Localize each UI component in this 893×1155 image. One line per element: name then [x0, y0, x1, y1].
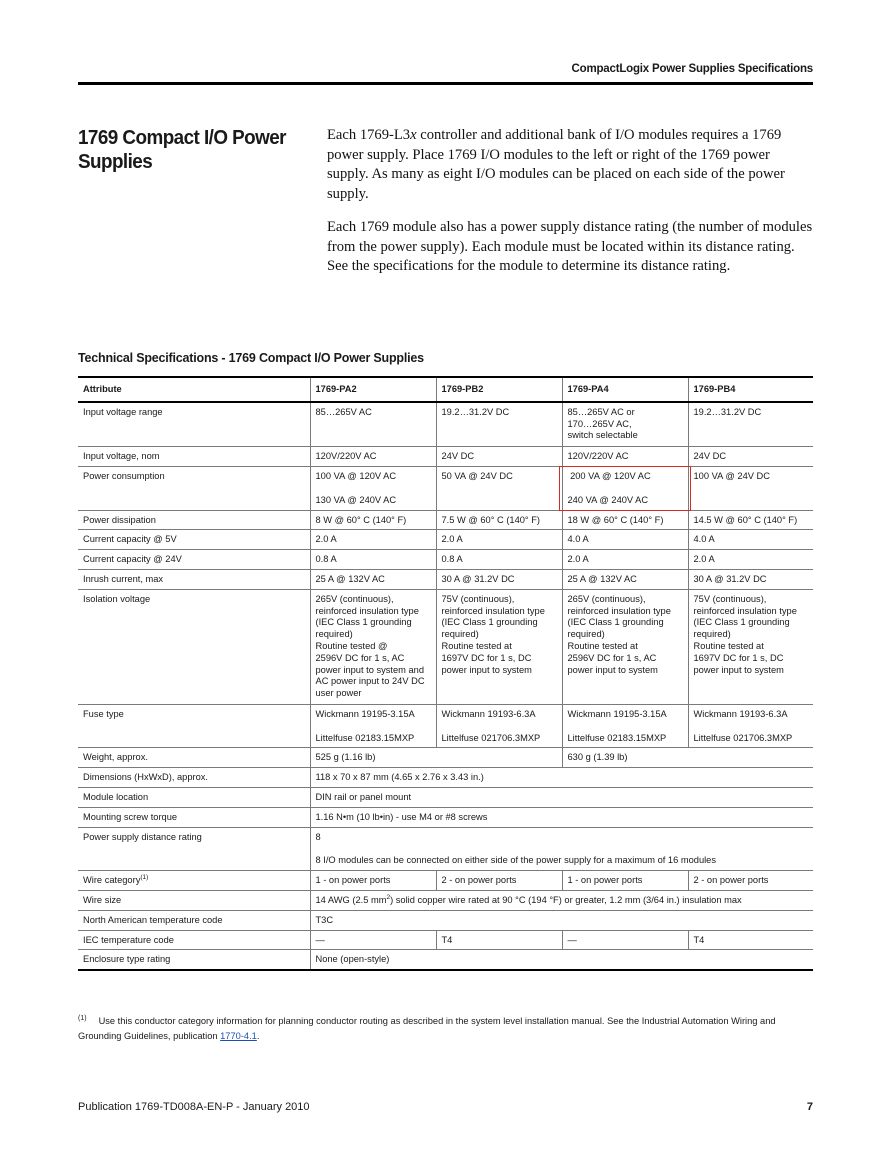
row-label: Wire category$^{(1)}$	[78, 871, 310, 891]
cell: 120V/220V AC	[562, 447, 688, 467]
cell-line: Littelfuse 021706.3MXP	[693, 732, 793, 743]
cell	[310, 704, 436, 748]
row-label: Isolation voltage	[78, 589, 310, 704]
cell: 85…265V AC	[310, 402, 436, 447]
table-row	[78, 589, 813, 704]
cell-line: Littelfuse 02183.15MXP	[315, 732, 415, 743]
cell	[310, 467, 436, 511]
cell: 18 W @ 60° C (140° F)	[562, 510, 688, 530]
table-row	[78, 530, 813, 550]
table-row	[78, 891, 813, 911]
row-label: Current capacity @ 5V	[78, 530, 310, 550]
table-row	[78, 402, 813, 447]
spec-table	[78, 376, 813, 971]
row-label: Power consumption	[78, 467, 310, 511]
col-header-pa4: 1769-PA4	[562, 377, 688, 402]
row-label: IEC temperature code	[78, 930, 310, 950]
cell-line: Wickmann 19193-6.3A	[693, 708, 788, 719]
cell: 2.0 A	[688, 550, 813, 570]
cell: 25 A @ 132V AC	[562, 570, 688, 590]
table-row	[78, 871, 813, 891]
cell-line: Wickmann 19193-6.3A	[441, 708, 536, 719]
cell: 0.8 A	[310, 550, 436, 570]
cell: 4.0 A	[688, 530, 813, 550]
table-row	[78, 788, 813, 808]
header-rule	[78, 82, 813, 85]
col-header-pa2: 1769-PA2	[310, 377, 436, 402]
cell: 8 W @ 60° C (140° F)	[310, 510, 436, 530]
row-label: Inrush current, max	[78, 570, 310, 590]
cell-line: 130 VA @ 240V AC	[315, 494, 397, 505]
running-header-title: CompactLogix Power Supplies Specifications	[571, 63, 813, 75]
cell: 75V (continuous), reinforced insulation type (IEC Class 1 grounding required) Routine tested at 1697V DC for 1 s, DC power input to system	[436, 589, 562, 704]
cell	[562, 704, 688, 748]
row-label: Input voltage, nom	[78, 447, 310, 467]
table-header-row	[78, 377, 813, 402]
cell: 120V/220V AC	[310, 447, 436, 467]
cell: 85…265V AC or 170…265V AC, switch selectable	[562, 402, 688, 447]
table-row	[78, 510, 813, 530]
cell: 118 x 70 x 87 mm (4.65 x 2.76 x 3.43 in.)	[310, 768, 813, 788]
intro-body	[327, 126, 814, 291]
cell-line: 8 I/O modules can be connected on either side of the power supply for a maximum of 16 modules	[315, 855, 717, 866]
cell	[436, 704, 562, 748]
cell: None (open-style)	[310, 950, 813, 970]
cell: 4.0 A	[562, 530, 688, 550]
row-label: Current capacity @ 24V	[78, 550, 310, 570]
cell	[310, 827, 813, 871]
cell-line: Littelfuse 02183.15MXP	[567, 732, 667, 743]
page-number: 7	[806, 1101, 813, 1113]
cell: 75V (continuous), reinforced insulation type (IEC Class 1 grounding required) Routine tested at 1697V DC for 1 s, DC power input to system	[688, 589, 813, 704]
cell: 30 A @ 31.2V DC	[688, 570, 813, 590]
row-label: Dimensions (HxWxD), approx.	[78, 768, 310, 788]
cell: 30 A @ 31.2V DC	[436, 570, 562, 590]
col-header-pb4: 1769-PB4	[688, 377, 813, 402]
cell-line: 100 VA @ 120V AC	[315, 471, 397, 482]
col-header-pb2: 1769-PB2	[436, 377, 562, 402]
table-title: Technical Specifications - 1769 Compact I/O Power Supplies	[78, 351, 424, 365]
cell: 24V DC	[688, 447, 813, 467]
cell: 50 VA @ 24V DC	[436, 467, 562, 511]
cell: 19.2…31.2V DC	[436, 402, 562, 447]
footnote-ref: (1)	[140, 874, 149, 882]
table-row	[78, 550, 813, 570]
cell: 2.0 A	[436, 530, 562, 550]
cell: 525 g (1.16 lb)	[310, 748, 562, 768]
cell: —	[562, 930, 688, 950]
cell: 7.5 W @ 60° C (140° F)	[436, 510, 562, 530]
table-row	[78, 827, 813, 871]
cell: 14 AWG (2.5 $mm^2$) solid copper wire rated at 90 °C (194 °F) or greater, 1.2 mm (3/64 in.) insulation max	[310, 891, 813, 911]
cell: 265V (continuous), reinforced insulation type (IEC Class 1 grounding required) Routine tested at 2596V DC for 1 s, AC power input to system	[562, 589, 688, 704]
table-row	[78, 768, 813, 788]
cell: 100 VA @ 24V DC	[688, 467, 813, 511]
row-label: Power dissipation	[78, 510, 310, 530]
cell: T4	[688, 930, 813, 950]
row-label: Mounting screw torque	[78, 807, 310, 827]
cell: —	[310, 930, 436, 950]
row-label: Input voltage range	[78, 402, 310, 447]
cell: T4	[436, 930, 562, 950]
table-row	[78, 704, 813, 748]
table-row	[78, 910, 813, 930]
table-row	[78, 447, 813, 467]
cell: T3C	[310, 910, 813, 930]
cell: 19.2…31.2V DC	[688, 402, 813, 447]
cell: DIN rail or panel mount	[310, 788, 813, 808]
col-header-attribute: Attribute	[78, 377, 310, 402]
row-label: Wire size	[78, 891, 310, 911]
cell-line: 240 VA @ 240V AC	[567, 494, 649, 505]
row-label: Weight, approx.	[78, 748, 310, 768]
intro-paragraph-1: Each 1769-L3x controller and additional bank of I/O modules requires a 1769 power supply. Place 1769 I/O modules to the left or right of the 1769 power supply. As many as eight I/O modules can be placed on each side of the power supply.	[327, 127, 785, 202]
cell-line: Wickmann 19195-3.15A	[315, 708, 415, 719]
cell: 14.5 W @ 60° C (140° F)	[688, 510, 813, 530]
cell: 1.16 N•m (10 lb•in) - use M4 or #8 screws	[310, 807, 813, 827]
footnote-mark: (1)	[78, 1014, 87, 1022]
cell: 2.0 A	[562, 550, 688, 570]
cell-line: Wickmann 19195-3.15A	[567, 708, 667, 719]
cell: 630 g (1.39 lb)	[562, 748, 813, 768]
cell: 1 - on power ports	[310, 871, 436, 891]
cell: 2 - on power ports	[688, 871, 813, 891]
table-row	[78, 467, 813, 511]
row-label: North American temperature code	[78, 910, 310, 930]
cell-highlighted	[562, 467, 688, 511]
footnote-text: Use this conductor category information for planning conductor routing as described in the system level installation manual. See the Industrial Automation Wiring and Grounding Guidelines, publication	[78, 1016, 776, 1041]
cell: 2 - on power ports	[436, 871, 562, 891]
cell	[688, 704, 813, 748]
cell: 0.8 A	[436, 550, 562, 570]
cell: 1 - on power ports	[562, 871, 688, 891]
row-label: Enclosure type rating	[78, 950, 310, 970]
table-row	[78, 807, 813, 827]
cell: 24V DC	[436, 447, 562, 467]
publication-link[interactable]: 1770-4.1	[220, 1031, 257, 1041]
table-row	[78, 950, 813, 970]
row-label: Fuse type	[78, 704, 310, 748]
cell: 265V (continuous), reinforced insulation type (IEC Class 1 grounding required) Routine tested @ 2596V DC for 1 s, AC power input to system and AC power input to 24V DC user power	[310, 589, 436, 704]
cell-line: 8	[315, 831, 321, 842]
footnote: $^{(1)}$ Use this conductor category information for planning conductor routing as described in the system level installation manual. See the Industrial Automation Wiring and Grounding Guidelines, publication 1770-4.1.	[78, 1014, 776, 1041]
table-row	[78, 570, 813, 590]
intro-paragraph-2: Each 1769 module also has a power supply distance rating (the number of modules from the power supply). Each module must be located within its distance rating. See the specifications for the module to determine its distance rating.	[327, 219, 813, 274]
cell-line: 200 VA @ 120V AC	[567, 471, 651, 482]
cell: 2.0 A	[310, 530, 436, 550]
footer-publication: Publication 1769-TD008A-EN-P - January 2010	[78, 1101, 310, 1113]
row-label: Module location	[78, 788, 310, 808]
table-row	[78, 748, 813, 768]
row-label: Power supply distance rating	[78, 827, 310, 871]
table-row	[78, 930, 813, 950]
cell-line: Littelfuse 021706.3MXP	[441, 732, 541, 743]
cell: 25 A @ 132V AC	[310, 570, 436, 590]
section-title: 1769 Compact I/O Power Supplies	[78, 126, 286, 173]
